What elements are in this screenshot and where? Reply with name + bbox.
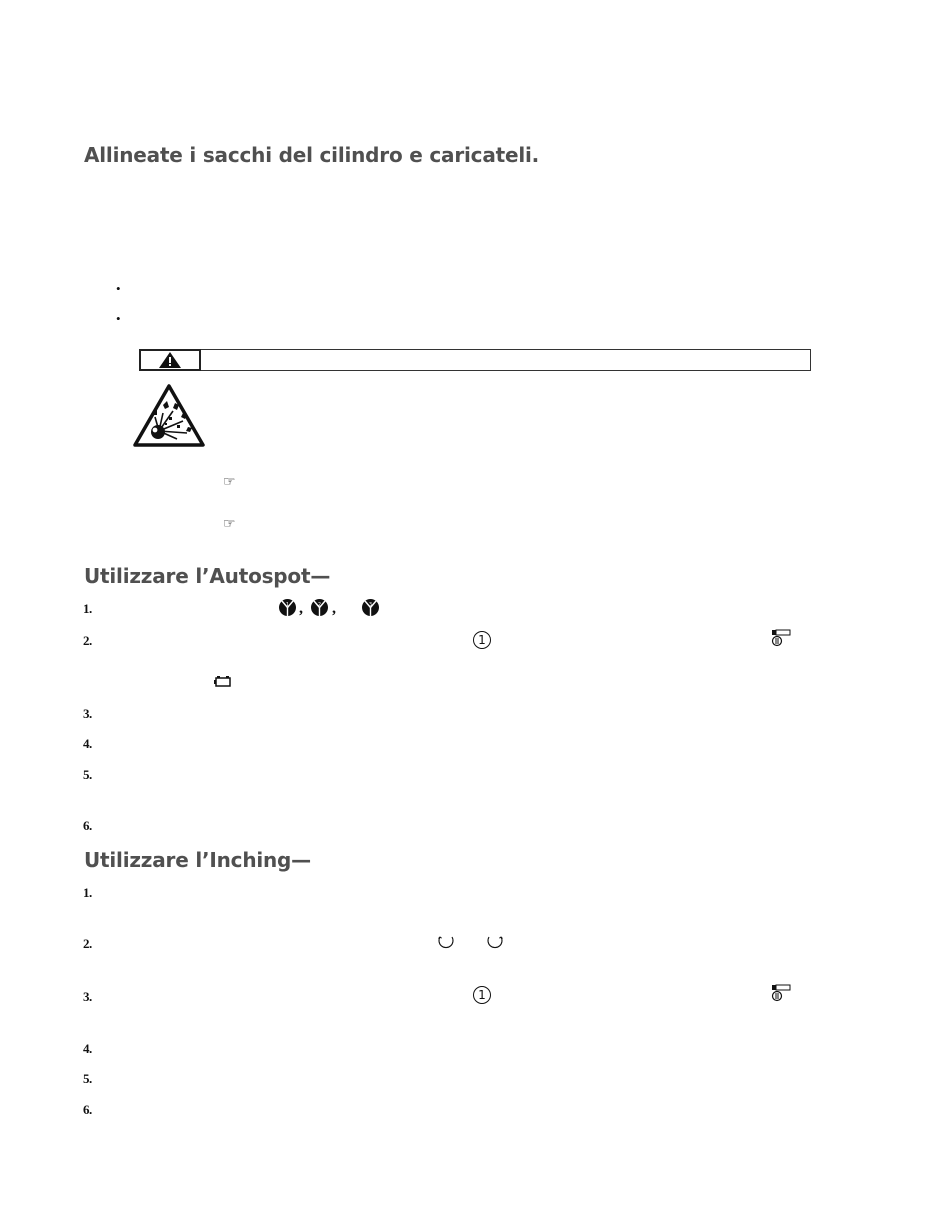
step-number: 2.	[83, 633, 92, 648]
step-number: 5.	[83, 767, 92, 782]
step-number: 1.	[83, 601, 92, 616]
rotate-arrow-icon	[437, 933, 455, 951]
bullet-marker: •	[116, 311, 121, 326]
pocket-position-icon	[311, 599, 328, 621]
step-number: 2.	[83, 936, 92, 951]
warning-banner	[139, 349, 811, 371]
battery-icon	[214, 676, 232, 688]
pocket-position-icon	[362, 599, 379, 621]
explosion-hazard-icon	[133, 383, 205, 447]
pocket-position-icon	[279, 599, 296, 621]
step-number: 1.	[83, 885, 92, 900]
step-number: 5.	[83, 1071, 92, 1086]
separator: ,	[299, 600, 303, 617]
step-number: 4.	[83, 736, 92, 751]
section-heading-autospot: Utilizzare l’Autospot—	[84, 564, 331, 588]
section-heading-inching: Utilizzare l’Inching—	[84, 848, 311, 872]
warning-triangle-icon	[159, 352, 181, 368]
warning-label-box	[139, 349, 201, 371]
step-number: 6.	[83, 1102, 92, 1117]
step-number: 3.	[83, 706, 92, 721]
key-switch-icon	[770, 984, 792, 1002]
bullet-marker: •	[116, 281, 121, 296]
page-title: Allineate i sacchi del cilindro e caricateli.	[84, 143, 540, 167]
pointing-hand-icon: ☞	[223, 474, 236, 490]
svg-text:3: 3	[368, 602, 373, 608]
step-number: 3.	[83, 989, 92, 1004]
step-number: 6.	[83, 818, 92, 833]
svg-text:2: 2	[317, 602, 322, 608]
circled-one-icon: 1	[473, 631, 491, 649]
svg-text:1: 1	[285, 602, 290, 608]
rotate-arrow-icon	[486, 933, 504, 951]
circled-one-icon: 1	[473, 986, 491, 1004]
pointing-hand-icon: ☞	[223, 516, 236, 532]
key-switch-icon	[770, 629, 792, 647]
step-number: 4.	[83, 1041, 92, 1056]
separator: ,	[332, 600, 336, 617]
